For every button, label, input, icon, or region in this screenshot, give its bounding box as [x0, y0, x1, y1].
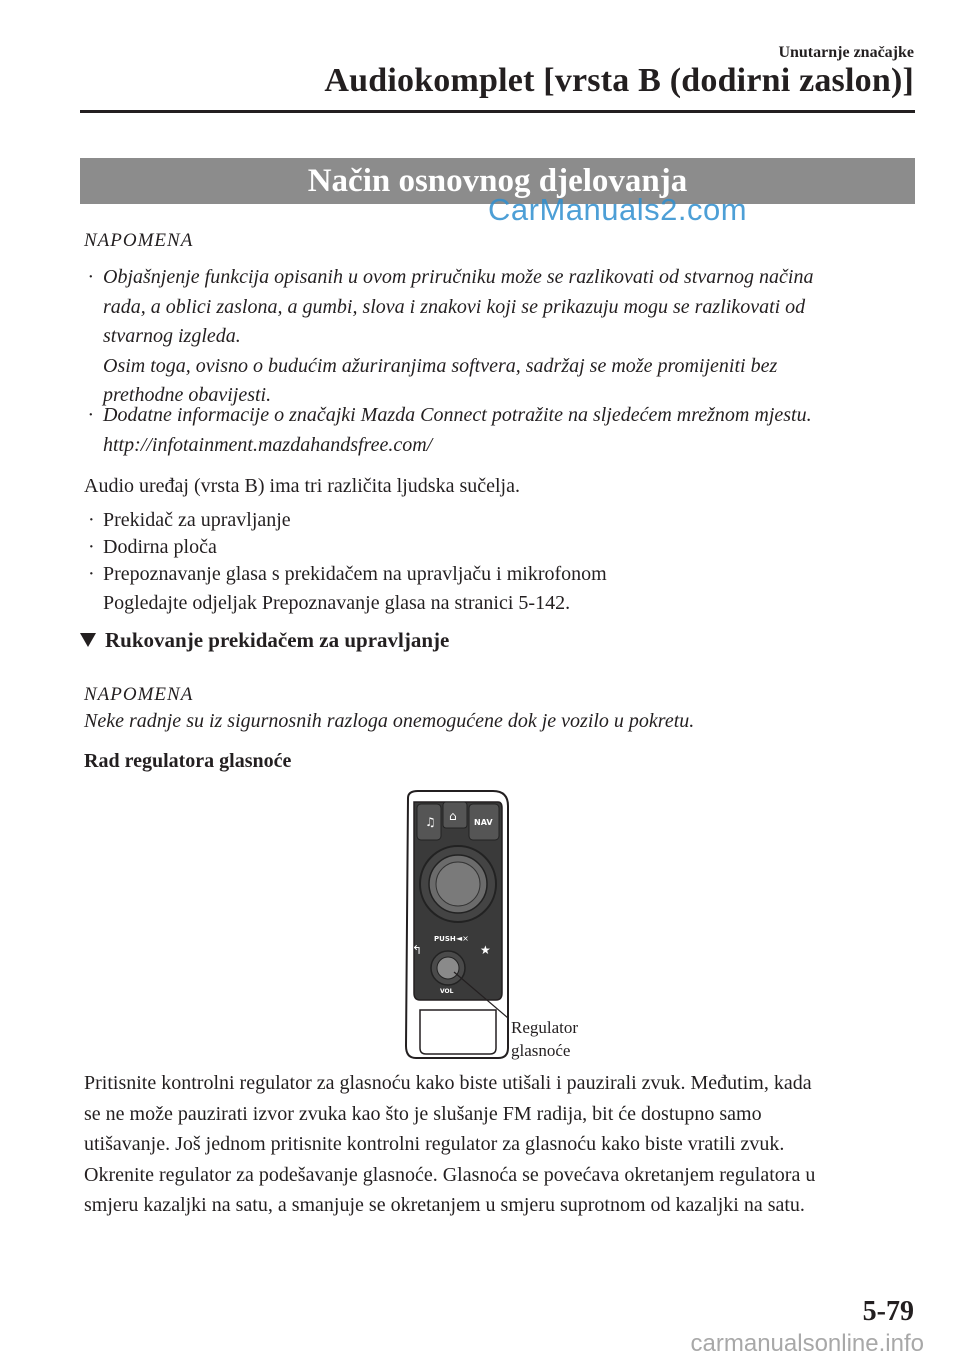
note-line: stvarnog izgleda. [103, 325, 241, 347]
bullet-dot: · [88, 509, 95, 531]
callout-line: Regulator [511, 1018, 579, 1037]
note-line: Objašnjenje funkcija opisanih u ovom priručniku može se razlikovati od stvarnog načina [103, 266, 814, 288]
paragraph-line: utišavanje. Još jednom pritisnite kontrolni regulator za glasnoću kako biste vratili zvuk. [84, 1133, 785, 1155]
home-icon: ⌂ [449, 809, 457, 823]
section-banner: Način osnovnog djelovanja [80, 158, 915, 204]
note-line: Dodatne informacije o značajki Mazda Connect potražite na sljedećem mrežnom mjestu. [103, 404, 812, 426]
watermark-text: CarManuals2.com [488, 192, 748, 227]
page-title: Audiokomplet [vrsta B (dodirni zaslon)] [324, 62, 914, 99]
bullet-dot: · [88, 266, 93, 288]
bullet-dot: · [88, 563, 95, 585]
paragraph-line: se ne može pauzirati izvor zvuka kao što je slušanje FM radija, bit će dostupno samo [84, 1102, 762, 1125]
vol-label: VOL [440, 988, 454, 995]
bullet-dot: · [88, 404, 93, 426]
note-line: Osim toga, ovisno o budućim ažuriranjima softvera, sadržaj se može promijeniti bez [103, 354, 778, 377]
figure-callout [511, 1016, 578, 1062]
volume-heading: Rad regulatora glasnoće [84, 750, 292, 772]
note-text: Neke radnje su iz sigurnosnih razloga onemogućene dok je vozilo u pokretu. [84, 710, 695, 732]
volume-instructions [84, 1068, 916, 1221]
subsection-title: Rukovanje prekidačem za upravljanje [105, 628, 450, 652]
cross-reference: Pogledajte odjeljak Prepoznavanje glasa na stranici 5-142. [103, 592, 571, 614]
favorites-star-icon: ★ [480, 943, 491, 957]
interface-label: Dodirna ploča [103, 536, 217, 558]
paragraph-line: Pritisnite kontrolni regulator za glasnoću kako biste utišali i pauzirali zvuk. Međutim, kada [84, 1072, 812, 1094]
section-name: Unutarnje značajke [778, 44, 914, 61]
palm-rest [420, 1010, 496, 1054]
callout-line: glasnoće [511, 1041, 571, 1060]
header-rule [80, 110, 915, 113]
push-label: PUSH [434, 935, 456, 943]
nav-label: NAV [474, 818, 493, 827]
note-line: rada, a oblici zaslona, a gumbi, slova i znakovi koji se prikazuju mogu se razlikovati od [103, 295, 806, 318]
footer-watermark: carmanualsonline.info [690, 1330, 924, 1357]
paragraph-line: smjeru kazaljki na satu, a smanjuje se okretanjem u smjeru suprotnom od kazaljki na satu. [84, 1194, 805, 1216]
volume-knob [437, 957, 459, 979]
back-icon: ↰ [412, 943, 423, 957]
note-label: NAPOMENA [84, 230, 194, 251]
mute-icon: ◄× [456, 934, 469, 943]
paragraph-line: Okrenite regulator za podešavanje glasnoće. Glasnoća se povećava okretanjem regulatora u [84, 1163, 816, 1186]
page-number: 5-79 [862, 1296, 914, 1327]
bullet-dot: · [88, 536, 95, 558]
interface-label: Prepoznavanje glasa s prekidačem na upravljaču i mikrofonom [103, 563, 607, 585]
note-line: prethodne obavijesti. [103, 384, 272, 406]
commander-knob-center [436, 862, 480, 906]
note-bullet-text [103, 401, 908, 460]
note-label: NAPOMENA [84, 684, 194, 705]
interface-label: Prekidač za upravljanje [103, 509, 291, 531]
music-note-icon: ♫ [425, 815, 436, 829]
url-line: http://infotainment.mazdahandsfree.com/ [103, 433, 433, 456]
intro-text: Audio uređaj (vrsta B) ima tri različita ljudska sučelja. [84, 475, 520, 497]
triangle-bullet-icon [80, 633, 96, 647]
subsection-heading [80, 628, 449, 653]
note-bullet-text [103, 263, 908, 411]
